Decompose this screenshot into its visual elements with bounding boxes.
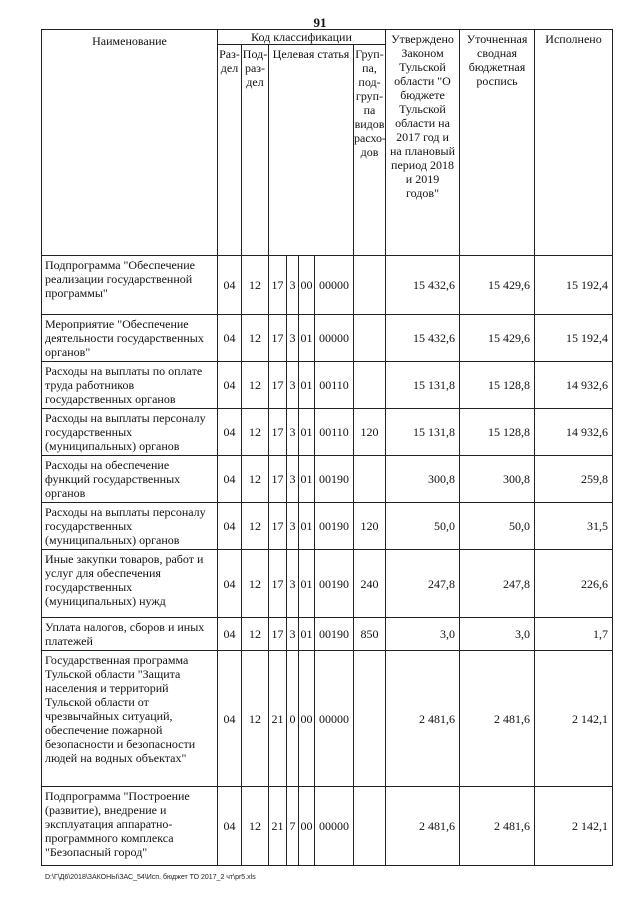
- row-target-direction: 00000: [315, 787, 354, 866]
- header-target: Целевая статья: [269, 45, 354, 256]
- row-executed: 259,8: [535, 456, 613, 503]
- row-target-event: 01: [299, 503, 315, 550]
- row-executed: 2 142,1: [535, 787, 613, 866]
- row-target-subprogram: 7: [287, 787, 299, 866]
- header-refined: Уточненная сводная бюджетная роспись: [460, 30, 535, 256]
- page-number: 91: [313, 15, 327, 30]
- row-target-subprogram: 3: [287, 456, 299, 503]
- row-razdel: 04: [218, 787, 242, 866]
- budget-table: [41, 29, 613, 866]
- row-podrazdel: 12: [242, 651, 269, 787]
- row-podrazdel: 12: [242, 503, 269, 550]
- row-vid: [354, 256, 386, 315]
- header-name: Наименование: [42, 30, 218, 256]
- row-refined: 2 481,6: [460, 651, 535, 787]
- row-target-program: 17: [269, 456, 287, 503]
- row-target-subprogram: 3: [287, 362, 299, 409]
- row-name: Иные закупки товаров, работ и услуг для обеспечения государственных (муниципальных) нужд: [42, 550, 218, 618]
- row-podrazdel: 12: [242, 409, 269, 456]
- table-row: [42, 550, 613, 618]
- row-razdel: 04: [218, 315, 242, 362]
- row-approved: 247,8: [386, 550, 460, 618]
- table-row: [42, 503, 613, 550]
- row-refined: 300,8: [460, 456, 535, 503]
- row-target-event: 01: [299, 315, 315, 362]
- row-target-direction: 00190: [315, 550, 354, 618]
- row-razdel: 04: [218, 618, 242, 651]
- header-executed: Исполнено: [535, 30, 613, 256]
- row-approved: 15 432,6: [386, 256, 460, 315]
- row-name: Расходы на выплаты персоналу государственных (муниципальных) органов: [42, 409, 218, 456]
- row-target-program: 17: [269, 503, 287, 550]
- row-target-program: 17: [269, 550, 287, 618]
- row-name: Подпрограмма "Построение (развитие), внедрение и эксплуатация аппаратно-программного комплекса "Безопасный город": [42, 787, 218, 866]
- row-target-program: 17: [269, 362, 287, 409]
- header-code-group: Код классификации: [218, 30, 386, 45]
- row-refined: 15 128,8: [460, 409, 535, 456]
- row-name: Государственная программа Тульской области "Защита населения и территорий Тульской области от чрезвычайных ситуаций, обеспечение пожарной безопасности и безопасности людей на водных объектах": [42, 651, 218, 787]
- row-target-direction: 00190: [315, 456, 354, 503]
- table-row: [42, 651, 613, 787]
- row-refined: 15 429,6: [460, 256, 535, 315]
- row-executed: 226,6: [535, 550, 613, 618]
- row-razdel: 04: [218, 362, 242, 409]
- row-executed: 31,5: [535, 503, 613, 550]
- row-vid: 850: [354, 618, 386, 651]
- row-razdel: 04: [218, 651, 242, 787]
- row-podrazdel: 12: [242, 315, 269, 362]
- row-target-event: 01: [299, 409, 315, 456]
- row-executed: 14 932,6: [535, 362, 613, 409]
- table-row: [42, 409, 613, 456]
- row-razdel: 04: [218, 456, 242, 503]
- row-podrazdel: 12: [242, 456, 269, 503]
- row-vid: [354, 651, 386, 787]
- table-row: [42, 315, 613, 362]
- row-target-event: 00: [299, 787, 315, 866]
- row-name: Расходы на выплаты по оплате труда работников государственных органов: [42, 362, 218, 409]
- row-target-direction: 00110: [315, 409, 354, 456]
- header-podrazdel: Под- раз- дел: [242, 45, 269, 256]
- row-target-program: 17: [269, 315, 287, 362]
- row-target-program: 21: [269, 787, 287, 866]
- row-target-subprogram: 3: [287, 618, 299, 651]
- row-target-subprogram: 3: [287, 315, 299, 362]
- row-refined: 3,0: [460, 618, 535, 651]
- row-approved: 15 131,8: [386, 409, 460, 456]
- row-vid: [354, 787, 386, 866]
- row-vid: 120: [354, 409, 386, 456]
- row-target-event: 00: [299, 651, 315, 787]
- row-target-direction: 00000: [315, 256, 354, 315]
- row-refined: 2 481,6: [460, 787, 535, 866]
- row-executed: 15 192,4: [535, 315, 613, 362]
- row-refined: 15 429,6: [460, 315, 535, 362]
- row-target-subprogram: 3: [287, 256, 299, 315]
- row-podrazdel: 12: [242, 362, 269, 409]
- row-target-direction: 00000: [315, 651, 354, 787]
- row-razdel: 04: [218, 550, 242, 618]
- row-target-direction: 00110: [315, 362, 354, 409]
- footer-filepath: D:\Г\Д6\2018\ЗАКОНЫ\ЗАС_54\Исп. бюджет ТО 2017_2 чт\pr5.xls: [45, 874, 256, 881]
- table-row: [42, 618, 613, 651]
- row-target-program: 17: [269, 618, 287, 651]
- row-target-direction: 00190: [315, 503, 354, 550]
- row-approved: 2 481,6: [386, 651, 460, 787]
- row-podrazdel: 12: [242, 618, 269, 651]
- row-target-subprogram: 3: [287, 503, 299, 550]
- row-razdel: 04: [218, 503, 242, 550]
- row-approved: 50,0: [386, 503, 460, 550]
- row-target-event: 01: [299, 618, 315, 651]
- row-target-direction: 00190: [315, 618, 354, 651]
- row-vid: 120: [354, 503, 386, 550]
- row-razdel: 04: [218, 256, 242, 315]
- row-name: Расходы на выплаты персоналу государственных (муниципальных) органов: [42, 503, 218, 550]
- row-approved: 300,8: [386, 456, 460, 503]
- row-refined: 15 128,8: [460, 362, 535, 409]
- row-vid: [354, 362, 386, 409]
- row-target-event: 01: [299, 550, 315, 618]
- row-vid: [354, 456, 386, 503]
- row-target-program: 17: [269, 409, 287, 456]
- row-podrazdel: 12: [242, 787, 269, 866]
- table-row: [42, 456, 613, 503]
- row-name: Уплата налогов, сборов и иных платежей: [42, 618, 218, 651]
- row-executed: 15 192,4: [535, 256, 613, 315]
- row-executed: 14 932,6: [535, 409, 613, 456]
- table-row: [42, 362, 613, 409]
- row-target-subprogram: 0: [287, 651, 299, 787]
- row-vid: 240: [354, 550, 386, 618]
- row-podrazdel: 12: [242, 550, 269, 618]
- row-target-subprogram: 3: [287, 550, 299, 618]
- row-name: Расходы на обеспечение функций государственных органов: [42, 456, 218, 503]
- header-vid: Груп- па, под- груп- па видов расхо- дов: [354, 45, 386, 256]
- row-approved: 15 432,6: [386, 315, 460, 362]
- table-row: [42, 787, 613, 866]
- row-approved: 3,0: [386, 618, 460, 651]
- header-approved: Утверждено Законом Тульской области "О бюджете Тульской области на 2017 год и на плановый период 2018 и 2019 годов": [386, 30, 460, 256]
- row-refined: 50,0: [460, 503, 535, 550]
- row-executed: 1,7: [535, 618, 613, 651]
- row-target-subprogram: 3: [287, 409, 299, 456]
- row-name: Мероприятие "Обеспечение деятельности государственных органов": [42, 315, 218, 362]
- row-name: Подпрограмма "Обеспечение реализации государственной программы": [42, 256, 218, 315]
- table-row: [42, 256, 613, 315]
- row-target-event: 01: [299, 362, 315, 409]
- row-target-direction: 00000: [315, 315, 354, 362]
- row-target-event: 00: [299, 256, 315, 315]
- row-approved: 15 131,8: [386, 362, 460, 409]
- row-executed: 2 142,1: [535, 651, 613, 787]
- row-refined: 247,8: [460, 550, 535, 618]
- header-razdel: Раз- дел: [218, 45, 242, 256]
- row-target-event: 01: [299, 456, 315, 503]
- row-podrazdel: 12: [242, 256, 269, 315]
- row-approved: 2 481,6: [386, 787, 460, 866]
- row-target-program: 21: [269, 651, 287, 787]
- row-target-program: 17: [269, 256, 287, 315]
- row-vid: [354, 315, 386, 362]
- row-razdel: 04: [218, 409, 242, 456]
